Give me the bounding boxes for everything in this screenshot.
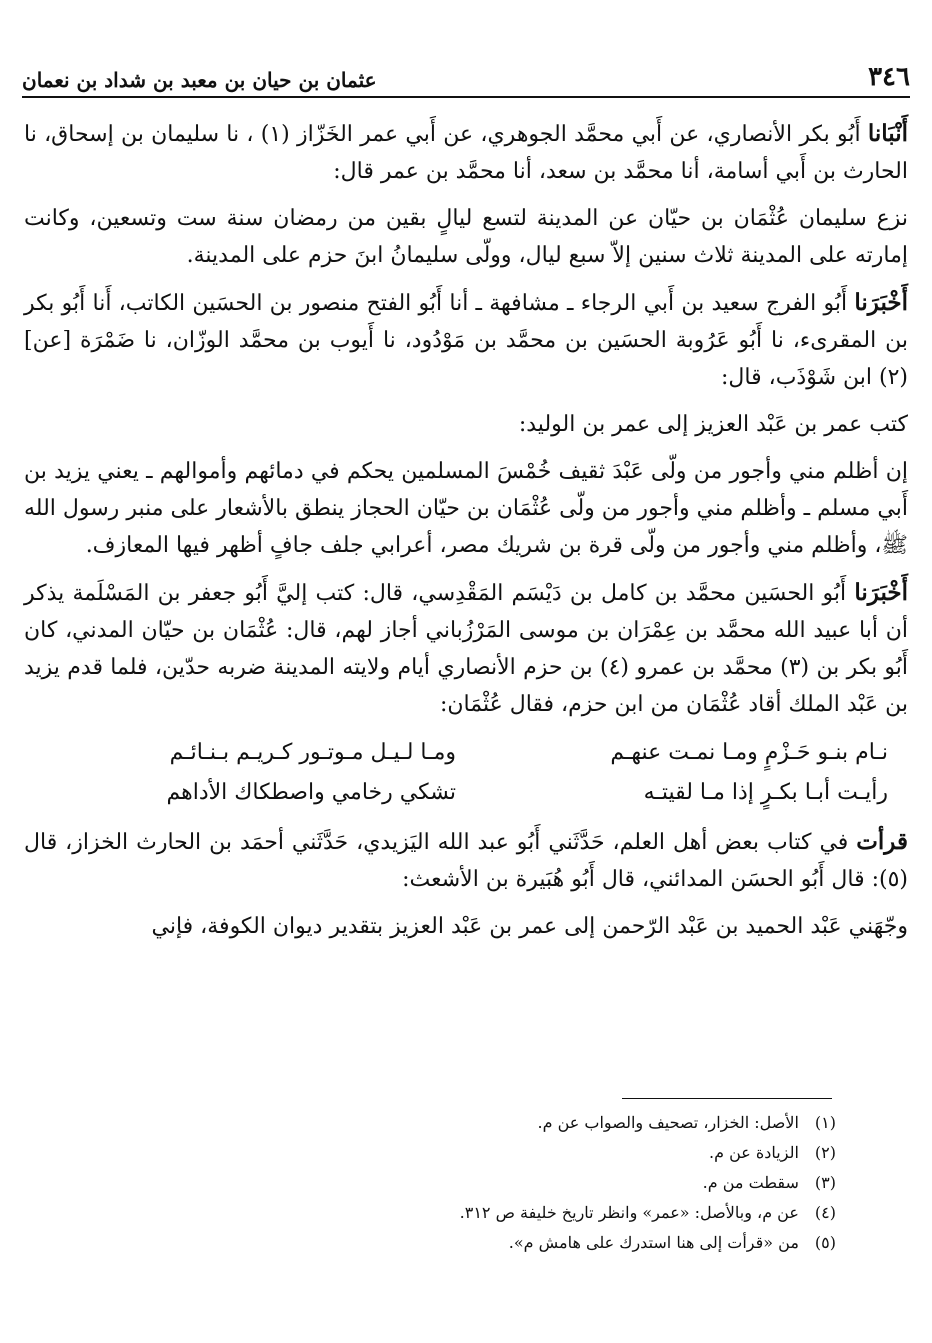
verse-hemistich: تشكي رخامي واصطكاك الأداهم: [166, 780, 456, 805]
paragraph: [24, 908, 908, 945]
paragraph-text: في كتاب بعض أهل العلم، حَدَّثَني أَبُو عبد الله اليَزيدي، حَدَّثَني أحمَد بن الحارث الخزاز، قال (٥): قال أَبُو الحسَن المدائني، قال أَبُو هُبَيرة بن الأشعث:: [24, 830, 908, 892]
paragraph-lead: أَنْبَانا: [867, 120, 909, 147]
paragraph-text: نزع سليمان عُثْمَان بن حيّان عن المدينة لتسع ليالٍ بقين من رمضان سنة ست وتسعين، وكانت إمارته على المدينة ثلاث سنين إلاّ سبع ليال، وولّى سليمانُ ابنَ حزم على المدينة.: [24, 206, 908, 268]
paragraph: [24, 574, 908, 723]
page-number: ٣٤٦: [868, 62, 910, 92]
footnote-text: الزيادة عن م.: [709, 1143, 799, 1162]
footnote: [40, 1108, 836, 1138]
footnote-text: سقطت من م.: [702, 1173, 799, 1192]
paragraph-text: وجّهَني عَبْد الحميد بن عَبْد الرّحمن إلى عمر بن عَبْد العزيز بتقدير ديوان الكوفة، فإني: [151, 914, 908, 939]
footnote-number: (٥): [814, 1233, 836, 1252]
footnote-separator: [622, 1098, 832, 1099]
page-header: [22, 48, 910, 98]
paragraph: [24, 406, 908, 443]
paragraph-text: إن أظلم مني وأجور من ولّى عَبْدَ ثقيف خُمْسَ المسلمين يحكم في دمائهم وأموالهم ـ يعني يزيد بن أَبي مسلم ـ وأظلم مني وأجور من ولّى عُثْمَان بن حيّان الحجاز ينطق بالأشعار على منبر رسول الله ﷺ، وأظلم مني وأجور من ولّى قرة بن شريك مصر، أعرابي جلف جافٍ أظهر فيها المعازف.: [24, 459, 908, 558]
verse-hemistich: نـام بنـو حَـزْمٍ ومـا نمـت عنهـم: [610, 740, 888, 765]
footnote: [40, 1228, 836, 1258]
paragraph-text: أَبُو الفرج سعيد بن أَبي الرجاء ـ مشافهة ـ أنا أَبُو الفتح منصور بن الحسَين الكاتب، أَنا أَبُو بكر بن المقرىء، نا أَبُو عَرُوبة الحسَين بن محمَّد بن مَوْدُود، نا أَيوب بن محمَّد الوزّان، نا ضَمْرَة [عن] (٢) ابن شَوْذَب، قال:: [24, 291, 908, 390]
paragraph-lead: أَخْبَرَنا: [854, 289, 908, 316]
running-title: عثمان بن حيان بن معبد بن شداد بن نعمان: [22, 68, 377, 92]
paragraph-lead: قرأت: [856, 828, 908, 855]
paragraph: [24, 115, 908, 190]
footnote-text: عن م، وبالأصل: «عمر» وانظر تاريخ خليفة ص ٣١٢.: [459, 1203, 799, 1222]
paragraph-text: كتب عمر بن عَبْد العزيز إلى عمر بن الوليد:: [518, 412, 908, 437]
poem-verses: [64, 733, 888, 813]
footnote: [40, 1198, 836, 1228]
footnotes: [40, 1108, 836, 1258]
paragraph-text: أَبُو بكر الأنصاري، عن أَبي محمَّد الجوهري، عن أَبي عمر الخَزّاز (١) ، نا سليمان بن إسحاق، نا الحارث بن أَبي أسامة، أنا محمَّد بن سعد، أنا محمَّد بن عمر قال:: [24, 122, 908, 184]
main-text: [24, 115, 908, 955]
paragraph-text: أَبُو الحسَين محمَّد بن كامل بن دَيْسَم المَقْدِسي، قال: كتب إليَّ أَبُو جعفر بن المَسْلَمة يذكر أن أبا عبيد الله محمَّد بن عِمْرَان بن موسى المَرْزُباني أجاز لهم، قال: عُثْمَان بن حيّان المدني، كان أَبُو بكر بن (٣) محمَّد بن عمرو (٤) بن حزم الأنصاري أيام ولايته المدينة ضربه حدّين، فلما قدم يزيد بن عَبْد الملك أقاد عُثْمَان من ابن حزم، فقال عُثْمَان:: [24, 581, 909, 717]
footnote-number: (١): [814, 1113, 836, 1132]
footnote: [40, 1168, 836, 1198]
verse-hemistich: رأيـت أبـا بكـرٍ إذا مـا لقيتـه: [643, 780, 888, 805]
footnote-text: من «قرأت إلى هنا استدرك على هامش م».: [508, 1233, 799, 1252]
paragraph-lead: أَخْبَرَنا: [854, 579, 908, 606]
footnote-text: الأصل: الخزار، تصحيف والصواب عن م.: [537, 1113, 799, 1132]
paragraph: [24, 284, 908, 396]
paragraph: [24, 453, 908, 564]
verse-hemistich: ومـا لـيـل مـوتـور كـريـم بـنـائـم: [169, 740, 456, 765]
footnote-number: (٢): [814, 1143, 836, 1162]
paragraph: [24, 200, 908, 274]
footnote: [40, 1138, 836, 1168]
footnote-number: (٤): [814, 1203, 836, 1222]
footnote-number: (٣): [814, 1173, 836, 1192]
paragraph: [24, 823, 908, 898]
